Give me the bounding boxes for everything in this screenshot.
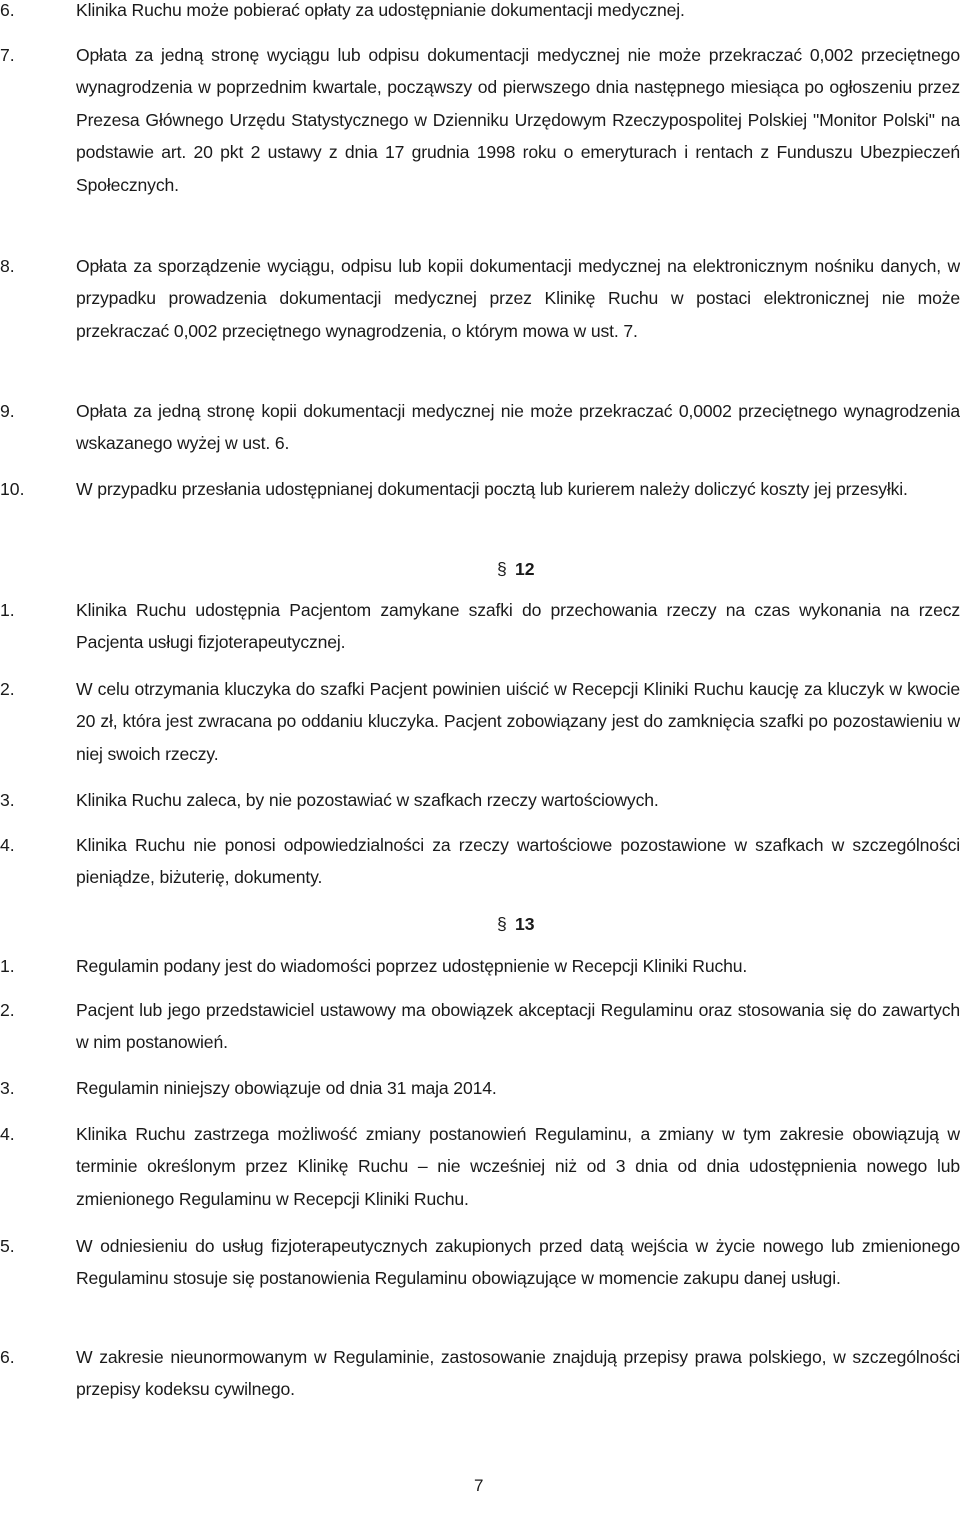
- item-text: Klinika Ruchu udostępnia Pacjentom zamykane szafki do przechowania rzeczy na czas wykonania na rzecz Pacjenta usługi fizjoterapeutycznej.: [76, 600, 960, 653]
- item-number: 7.: [0, 45, 15, 65]
- item-number: 1.: [0, 600, 15, 620]
- item-text: Klinika Ruchu może pobierać opłaty za udostępnianie dokumentacji medycznej.: [76, 0, 685, 20]
- list-item: [0, 994, 960, 1059]
- item-number: 3.: [0, 790, 15, 810]
- item-block: [0, 594, 960, 659]
- item-block: [0, 673, 960, 770]
- item-number: 1.: [0, 956, 15, 976]
- item-block: [0, 1230, 960, 1295]
- item-block: [0, 784, 960, 816]
- item-text: Opłata za jedną stronę wyciągu lub odpisu dokumentacji medycznej nie może przekraczać 0,002 przeciętnego wynagrodzenia w poprzednim kwartale, począwszy od pierwszego dnia następnego miesiąca po ogłoszeniu przez Prezesa Głównego Urzędu Statystycznego w Dzienniku Urzędowym Rzeczypospolitej Polskiej "Monitor Polski" na podstawie art. 20 pkt 2 ustawy z dnia 17 grudnia 1998 roku o emeryturach i rentach z Funduszu Ubezpieczeń Społecznych.: [76, 45, 960, 195]
- item-text: Klinika Ruchu zastrzega możliwość zmiany postanowień Regulaminu, a zmiany w tym zakresie obowiązują w terminie określonym przez Klinikę Ruchu – nie wcześniej niż od 3 dnia od dnia udostępnienia nowego lub zmienionego Regulaminu w Recepcji Kliniki Ruchu.: [76, 1124, 960, 1209]
- list-item: [0, 950, 960, 982]
- item-block: [0, 0, 960, 26]
- list-item: [0, 1230, 960, 1295]
- item-number: 4.: [0, 1124, 15, 1144]
- list-item: [0, 250, 960, 347]
- item-text: W zakresie nieunormowanym w Regulaminie, zastosowanie znajdują przepisy prawa polskiego, w szczególności przepisy kodeksu cywilnego.: [76, 1347, 960, 1400]
- item-block: [0, 994, 960, 1059]
- page-number: 7: [474, 1476, 484, 1495]
- item-number: 6.: [0, 1347, 15, 1367]
- item-block: [0, 1341, 960, 1406]
- list-item: [0, 594, 960, 659]
- item-block: [0, 395, 960, 460]
- item-text: W celu otrzymania kluczyka do szafki Pacjent powinien uiścić w Recepcji Kliniki Ruchu kaucję za kluczyk w kwocie 20 zł, która jest zwracana po oddaniu kluczyka. Pacjent zobowiązany jest do zamknięcia szafki po pozostawieniu w niej swoich rzeczy.: [76, 679, 960, 764]
- section-number: 13: [515, 914, 535, 934]
- item-text: Klinika Ruchu nie ponosi odpowiedzialności za rzeczy wartościowe pozostawione w szafkach w szczególności pieniądze, biżuterię, dokumenty.: [76, 835, 960, 888]
- list-item: [0, 1118, 960, 1215]
- item-block: [0, 250, 960, 347]
- item-text: W odniesieniu do usług fizjoterapeutycznych zakupionych przed datą wejścia w życie nowego lub zmienionego Regulaminu stosuje się postanowienia Regulaminu obowiązujące w momencie zakupu danej usługi.: [76, 1236, 960, 1289]
- item-number: 2.: [0, 679, 15, 699]
- item-text: Regulamin podany jest do wiadomości poprzez udostępnienie w Recepcji Kliniki Ruchu.: [76, 956, 748, 976]
- item-text: W przypadku przesłania udostępnianej dokumentacji pocztą lub kurierem należy doliczyć koszty jej przesyłki.: [76, 479, 908, 499]
- item-text: Opłata za jedną stronę kopii dokumentacji medycznej nie może przekraczać 0,0002 przeciętnego wynagrodzenia wskazanego wyżej w ust. 6.: [76, 401, 960, 454]
- item-text: Pacjent lub jego przedstawiciel ustawowy ma obowiązek akceptacji Regulaminu oraz stosowania się do zawartych w nim postanowień.: [76, 1000, 960, 1053]
- item-number: 8.: [0, 256, 15, 276]
- item-number: 6.: [0, 0, 15, 20]
- item-block: [0, 473, 960, 505]
- item-number: 2.: [0, 1000, 15, 1020]
- list-item: [0, 1072, 960, 1104]
- list-item: [0, 1341, 960, 1406]
- list-item: [0, 829, 960, 894]
- list-item: [0, 673, 960, 770]
- list-item: [0, 39, 960, 201]
- item-block: [0, 829, 960, 894]
- list-item: [0, 784, 960, 816]
- section-symbol: §: [497, 559, 507, 579]
- item-text: Regulamin niniejszy obowiązuje od dnia 31 maja 2014.: [76, 1078, 497, 1098]
- item-number: 4.: [0, 835, 15, 855]
- item-block: [0, 950, 960, 982]
- list-item: [0, 473, 960, 505]
- item-block: [0, 1072, 960, 1104]
- item-block: [0, 1118, 960, 1215]
- item-number: 10.: [0, 479, 25, 499]
- item-number: 9.: [0, 401, 15, 421]
- item-number: 3.: [0, 1078, 15, 1098]
- item-text: Opłata za sporządzenie wyciągu, odpisu lub kopii dokumentacji medycznej na elektronicznym nośniku danych, w przypadku prowadzenia dokumentacji medycznej przez Klinikę Ruchu w postaci elektronicznej nie może przekraczać 0,002 przeciętnego wynagrodzenia, o którym mowa w ust. 7.: [76, 256, 960, 341]
- item-text: Klinika Ruchu zaleca, by nie pozostawiać w szafkach rzeczy wartościowych.: [76, 790, 659, 810]
- list-item: [0, 0, 960, 26]
- section-symbol: §: [497, 914, 507, 934]
- item-block: [0, 39, 960, 201]
- item-number: 5.: [0, 1236, 15, 1256]
- section-number: 12: [515, 559, 535, 579]
- list-item: [0, 395, 960, 460]
